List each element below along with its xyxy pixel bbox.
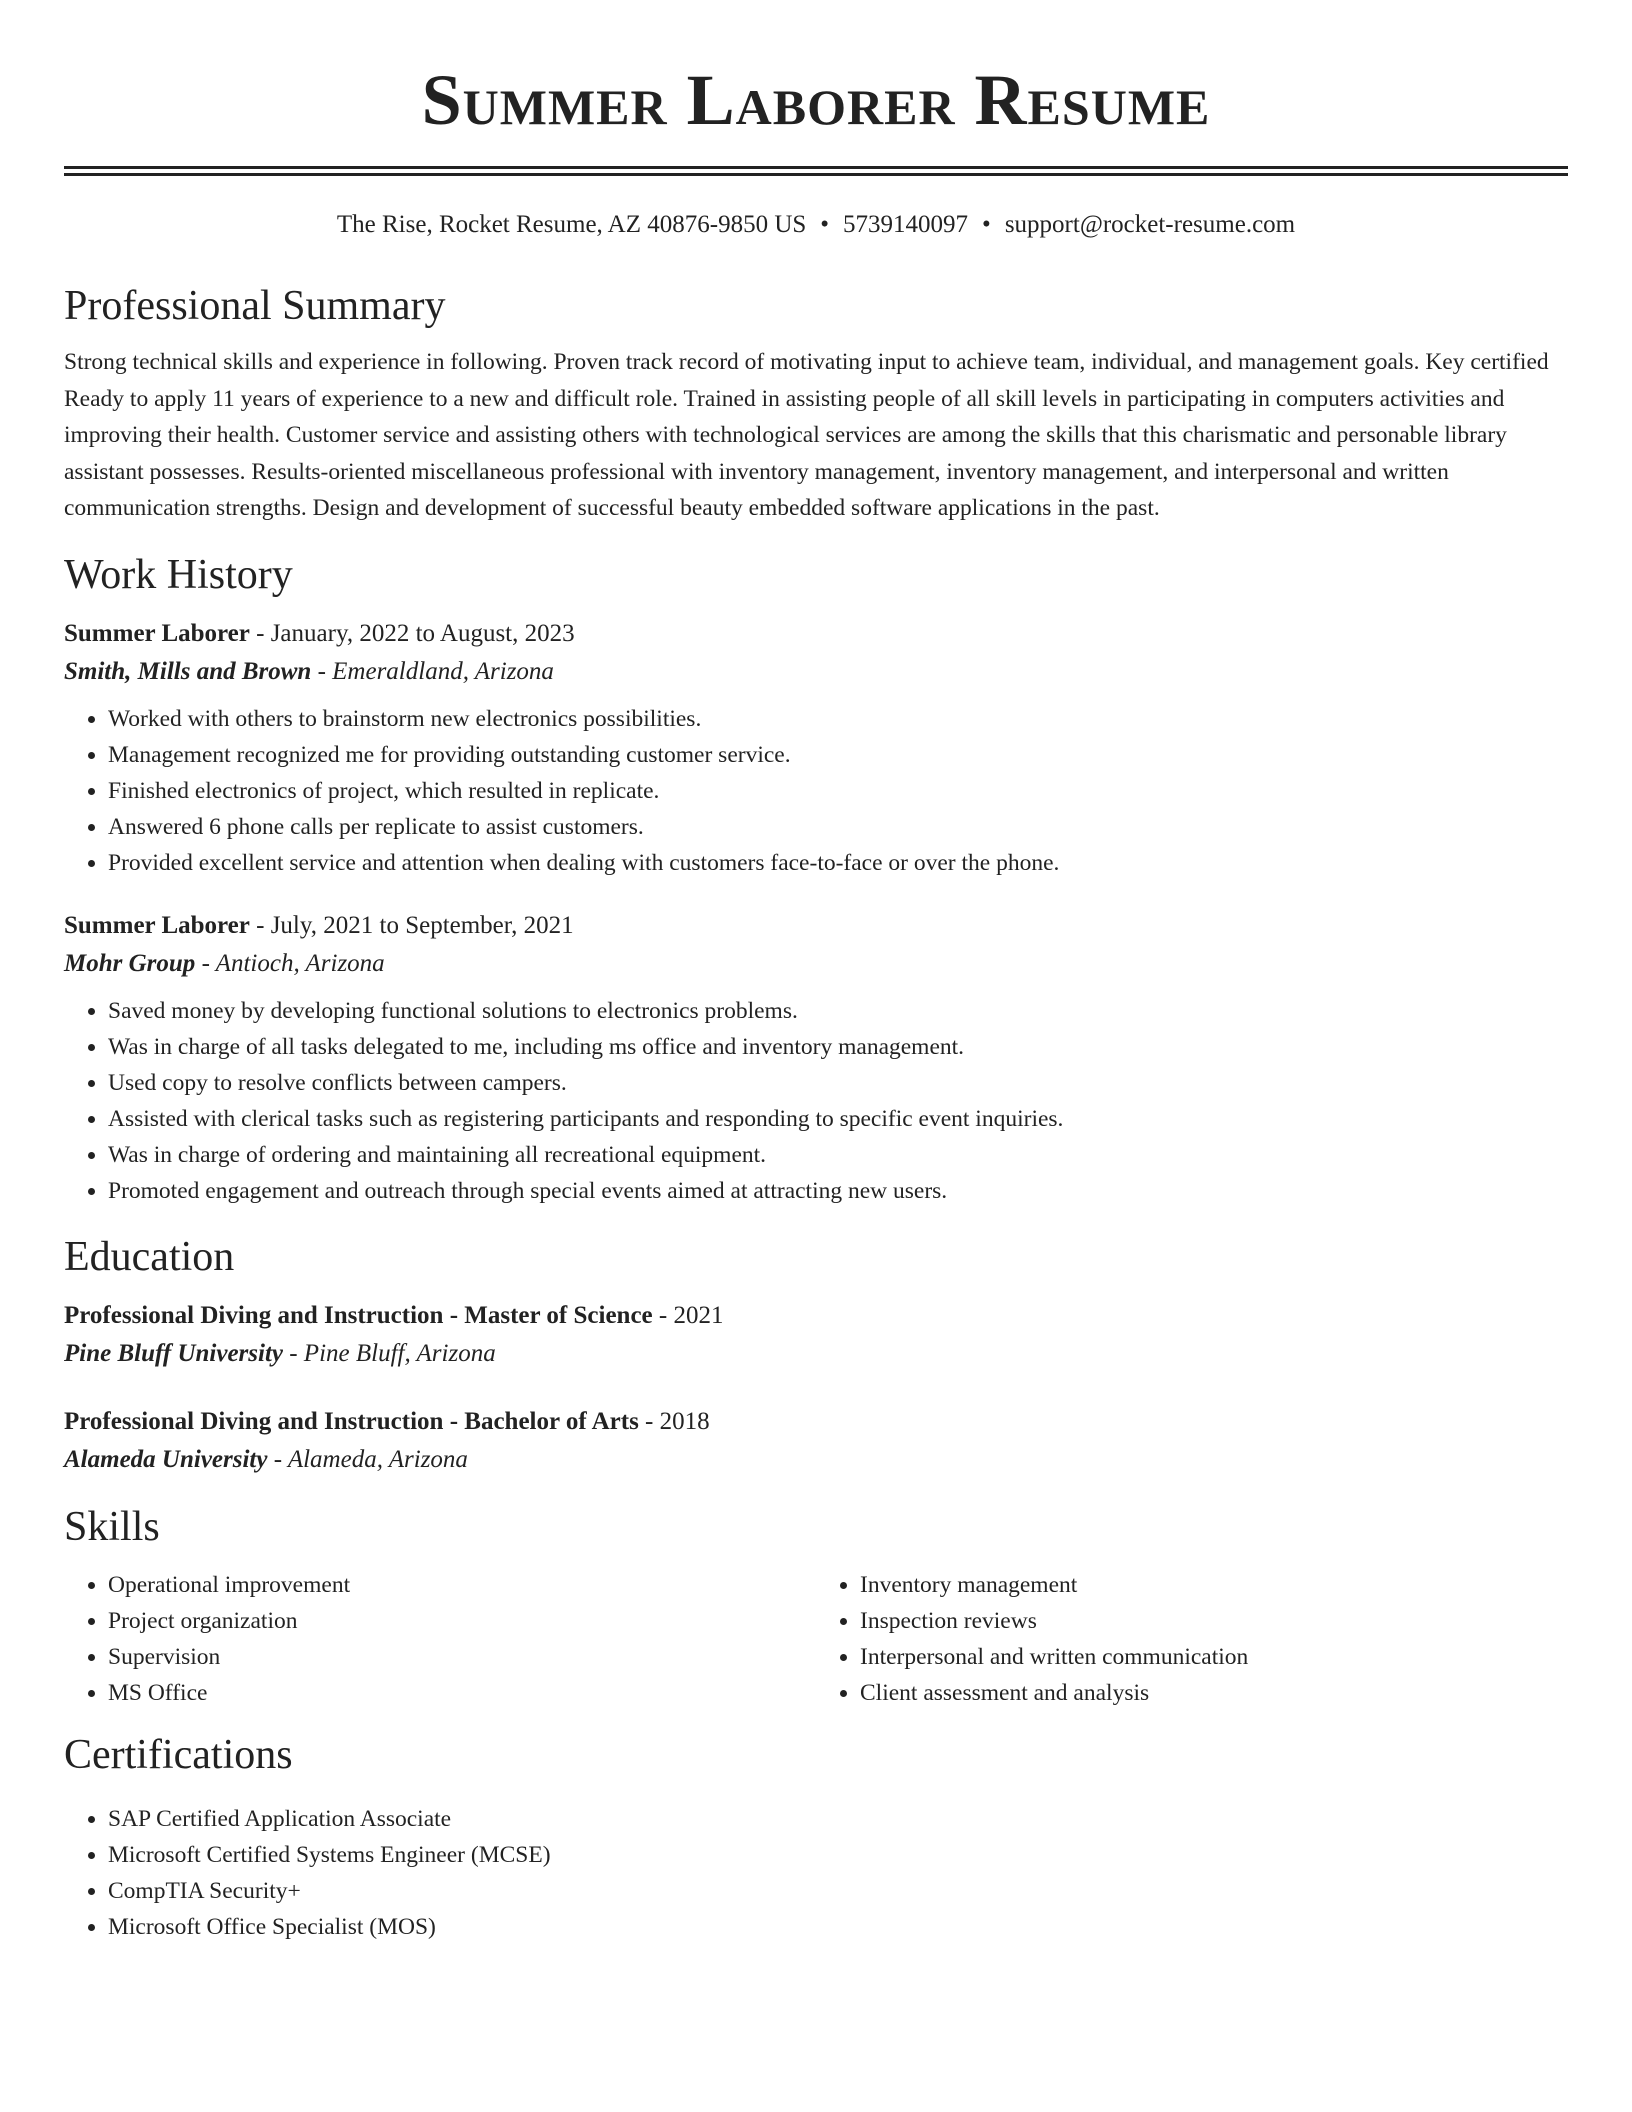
contact-address: The Rise, Rocket Resume, AZ 40876-9850 US (336, 211, 807, 238)
contact-separator: • (982, 211, 991, 238)
job-dates: - July, 2021 to September, 2021 (249, 911, 574, 939)
summary-text: Strong technical skills and experience in following. Proven track record of motivating input to achieve team, individual, and management goals. Key certified Ready to apply 11 years of experience to a new and difficult role. Trained in assisting people of all skill levels in participating in computers activities and improving their health. Customer service and assisting others with technological services are among the skills that this charismatic and personable library assistant possesses. Results-oriented miscellaneous professional with inventory management, inventory management, and interpersonal and written communication strengths. Design and development of successful beauty embedded software applications in the past. (64, 349, 1549, 521)
list-item: • Used copy to resolve conflicts between campers. (108, 1065, 1568, 1101)
job-bullets (64, 993, 1568, 1209)
list-item: • Saved money by developing functional solutions to electronics problems. (108, 993, 1568, 1029)
list-item: • SAP Certified Application Associate (108, 1801, 1568, 1837)
list-item: • Worked with others to brainstorm new electronics possibilities. (108, 701, 1568, 737)
work-history-heading: Work History (64, 551, 293, 598)
job-entry (64, 907, 1568, 1209)
education-location: - Alameda, Arizona (267, 1445, 468, 1473)
list-item: • Was in charge of ordering and maintaining all recreational equipment. (108, 1137, 1568, 1173)
list-item: • Inspection reviews (860, 1603, 1568, 1639)
contact-line (64, 208, 1568, 242)
education-entry (64, 1403, 1568, 1479)
skills-list-right (816, 1567, 1568, 1711)
education-year: - 2021 (652, 1301, 724, 1329)
education-degree-line (64, 1297, 1568, 1335)
education-school-line (64, 1441, 1568, 1479)
list-item: • CompTIA Security+ (108, 1873, 1568, 1909)
job-company: Smith, Mills and Brown (64, 657, 312, 685)
education-year: - 2018 (638, 1407, 710, 1435)
contact-separator: • (820, 211, 830, 238)
skills-columns (64, 1567, 1568, 1711)
resume-title: Summer Laborer Resume (421, 60, 1211, 140)
list-item: • Answered 6 phone calls per replicate to assist customers. (108, 809, 1568, 845)
contact-phone: 5739140097 (843, 211, 969, 238)
job-title-line (64, 615, 1568, 653)
title-double-rule (64, 166, 1568, 176)
job-location: - Emeraldland, Arizona (311, 657, 554, 685)
education-school: Pine Bluff University (64, 1339, 283, 1367)
job-role: Summer Laborer (64, 911, 250, 939)
list-item: • Assisted with clerical tasks such as registering participants and responding to specific event inquiries. (108, 1101, 1568, 1137)
list-item: • Project organization (108, 1603, 816, 1639)
education-entry (64, 1297, 1568, 1373)
list-item: • Promoted engagement and outreach through special events aimed at attracting new users. (108, 1173, 1568, 1209)
list-item: • Provided excellent service and attention when dealing with customers face-to-face or over the phone. (108, 845, 1568, 881)
list-item: • Inventory management (860, 1567, 1568, 1603)
education-location: - Pine Bluff, Arizona (282, 1339, 496, 1367)
education-school-line (64, 1335, 1568, 1373)
list-item: • MS Office (108, 1675, 816, 1711)
job-dates: - January, 2022 to August, 2023 (249, 619, 575, 647)
list-item: • Microsoft Certified Systems Engineer (MCSE) (108, 1837, 1568, 1873)
job-title-line (64, 907, 1568, 945)
education-degree: Professional Diving and Instruction - Master of Science (64, 1301, 653, 1329)
contact-email: support@rocket-resume.com (1004, 211, 1296, 238)
education-degree-line (64, 1403, 1568, 1441)
education-heading: Education (64, 1233, 235, 1280)
list-item: • Finished electronics of project, which resulted in replicate. (108, 773, 1568, 809)
job-company: Mohr Group (64, 949, 196, 977)
list-item: • Management recognized me for providing outstanding customer service. (108, 737, 1568, 773)
job-role: Summer Laborer (64, 619, 250, 647)
list-item: • Microsoft Office Specialist (MOS) (108, 1909, 1568, 1945)
skills-heading: Skills (64, 1503, 160, 1550)
list-item: • Client assessment and analysis (860, 1675, 1568, 1711)
certifications-list (64, 1801, 1568, 1945)
list-item: • Operational improvement (108, 1567, 816, 1603)
summary-heading: Professional Summary (64, 283, 446, 329)
skills-list-left (64, 1567, 816, 1711)
job-bullets (64, 701, 1568, 881)
list-item: • Interpersonal and written communication (860, 1639, 1568, 1675)
job-entry (64, 615, 1568, 881)
education-school: Alameda University (64, 1445, 268, 1473)
job-company-line (64, 945, 1568, 983)
list-item: • Supervision (108, 1639, 816, 1675)
job-company-line (64, 653, 1568, 691)
education-degree: Professional Diving and Instruction - Bachelor of Arts (64, 1407, 639, 1435)
job-location: - Antioch, Arizona (195, 949, 385, 977)
certifications-heading: Certifications (64, 1731, 293, 1778)
list-item: • Was in charge of all tasks delegated to me, including ms office and inventory management. (108, 1029, 1568, 1065)
